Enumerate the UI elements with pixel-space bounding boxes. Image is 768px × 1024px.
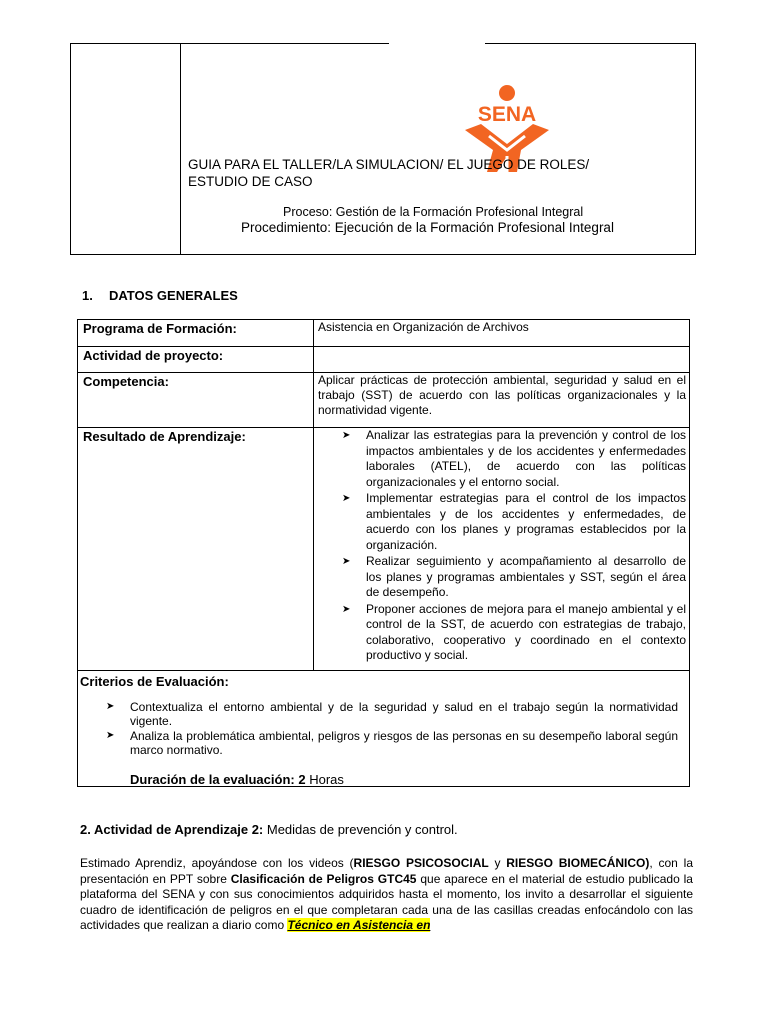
section2-title-rest: Medidas de prevención y control. [263, 822, 458, 837]
guide-title-line1: GUIA PARA EL TALLER/LA SIMULACION/ EL JUEGO DE ROLES/ [188, 157, 590, 172]
list-item [106, 700, 678, 728]
instructions-paragraph [80, 856, 693, 934]
table-label-cell [78, 320, 314, 346]
arrow-bullet-icon: ➤ [106, 701, 115, 712]
list-item [318, 491, 686, 553]
datos-generales-table [77, 319, 690, 787]
logo-border-gap [389, 43, 485, 47]
resultado-text: Implementar estrategias para el control de los impactos ambientales y de los accidentes y enfermedades, de acuerdo con los planes y programas establecidos por la organización. [366, 491, 686, 552]
programa-value: Asistencia en Organización de Archivos [318, 320, 529, 334]
guide-title-line2: ESTUDIO DE CASO [188, 174, 313, 189]
document-header [70, 43, 696, 255]
criterio-text: Contextualiza el entorno ambiental y de la seguridad y salud en el trabajo según la normatividad vigente. [130, 700, 678, 728]
para-text: que aparece en el material de estudio publicado la plataforma del SENA y con sus conocimientos adquiridos hasta el momento, los invito a desarrollar el siguiente cuadro de identificación de peligros en el que completaran cada una de las casillas creadas enfocándolo con las actividades que realizan a diario como [80, 871, 693, 932]
header-left-cell [71, 44, 181, 254]
procedimiento-text: Procedimiento: Ejecución de la Formación Profesional Integral [241, 220, 614, 235]
para-text: Estimado Aprendiz, apoyándose con los videos ( [80, 856, 354, 870]
para-text: , con la presentación en PPT sobre [80, 856, 693, 886]
arrow-bullet-icon: ➤ [342, 603, 351, 615]
list-item [318, 602, 686, 664]
criterios-list [106, 700, 678, 758]
duracion-label: Duración de la evaluación: [130, 772, 295, 787]
list-item [318, 554, 686, 601]
table-label-cell [78, 373, 314, 427]
highlighted-text: Técnico en Asistencia en [287, 918, 431, 932]
criterio-text: Analiza la problemática ambiental, peligros y riesgos de las personas en su desempeño laboral según marco normativo. [130, 729, 678, 757]
duracion-unit: Horas [309, 772, 344, 787]
para-text: y [488, 856, 507, 870]
guide-title [188, 156, 589, 190]
programa-label: Programa de Formación: [83, 321, 237, 336]
arrow-bullet-icon: ➤ [342, 430, 351, 441]
resultado-text: Proponer acciones de mejora para el manejo ambiental y el control de la SST, de acuerdo con estrategias de trabajo, colaborativo, cooperativo y coordinado en el contexto productivo y social. [366, 601, 686, 662]
arrow-bullet-icon: ➤ [342, 556, 351, 567]
proceso-text: Proceso: Gestión de la Formación Profesional Integral [283, 205, 584, 219]
criterios-label: Criterios de Evaluación: [80, 674, 229, 689]
para-bold: RIESGO PSICOSOCIAL [353, 856, 489, 870]
duracion-value: 2 [298, 772, 306, 787]
resultados-list [318, 428, 686, 665]
list-item [318, 428, 686, 490]
table-label-cell [78, 428, 314, 670]
resultado-text: Realizar seguimiento y acompañamiento al desarrollo de los planes y programas ambientales y SST, según el área de desempeño. [366, 554, 686, 599]
arrow-bullet-icon: ➤ [106, 730, 115, 741]
table-row-competencia [78, 373, 689, 428]
section1-number: 1. [82, 288, 93, 303]
para-bold: RIESGO BIOMECÁNICO) [506, 856, 650, 870]
para-bold: Clasificación de Peligros GTC45 [230, 871, 417, 886]
section2-heading [80, 822, 458, 837]
competencia-value: Aplicar prácticas de protección ambiental, seguridad y salud en el trabajo (SST) de acuerdo con las políticas organizacionales y la normatividad vigente. [318, 373, 686, 417]
competencia-label: Competencia: [83, 374, 169, 389]
list-item [106, 729, 678, 757]
duracion-line [130, 772, 344, 787]
resultado-text: Analizar las estrategias para la prevención y control de los impactos ambientales y de los accidentes y enfermedades laborales (ATEL), de acuerdo con las políticas organizacionales y el entorno social. [366, 428, 686, 489]
table-row-actividad [78, 347, 689, 373]
arrow-bullet-icon: ➤ [342, 493, 351, 504]
logo-text: SENA [477, 103, 537, 126]
section1-title: DATOS GENERALES [109, 288, 238, 303]
table-row-programa [78, 320, 689, 347]
section1-heading [82, 288, 238, 303]
resultado-label: Resultado de Aprendizaje: [83, 429, 246, 444]
table-row-resultado [78, 428, 689, 671]
actividad-label: Actividad de proyecto: [83, 348, 224, 363]
table-label-cell [78, 347, 314, 372]
section2-title-bold: 2. Actividad de Aprendizaje 2: [80, 822, 264, 837]
